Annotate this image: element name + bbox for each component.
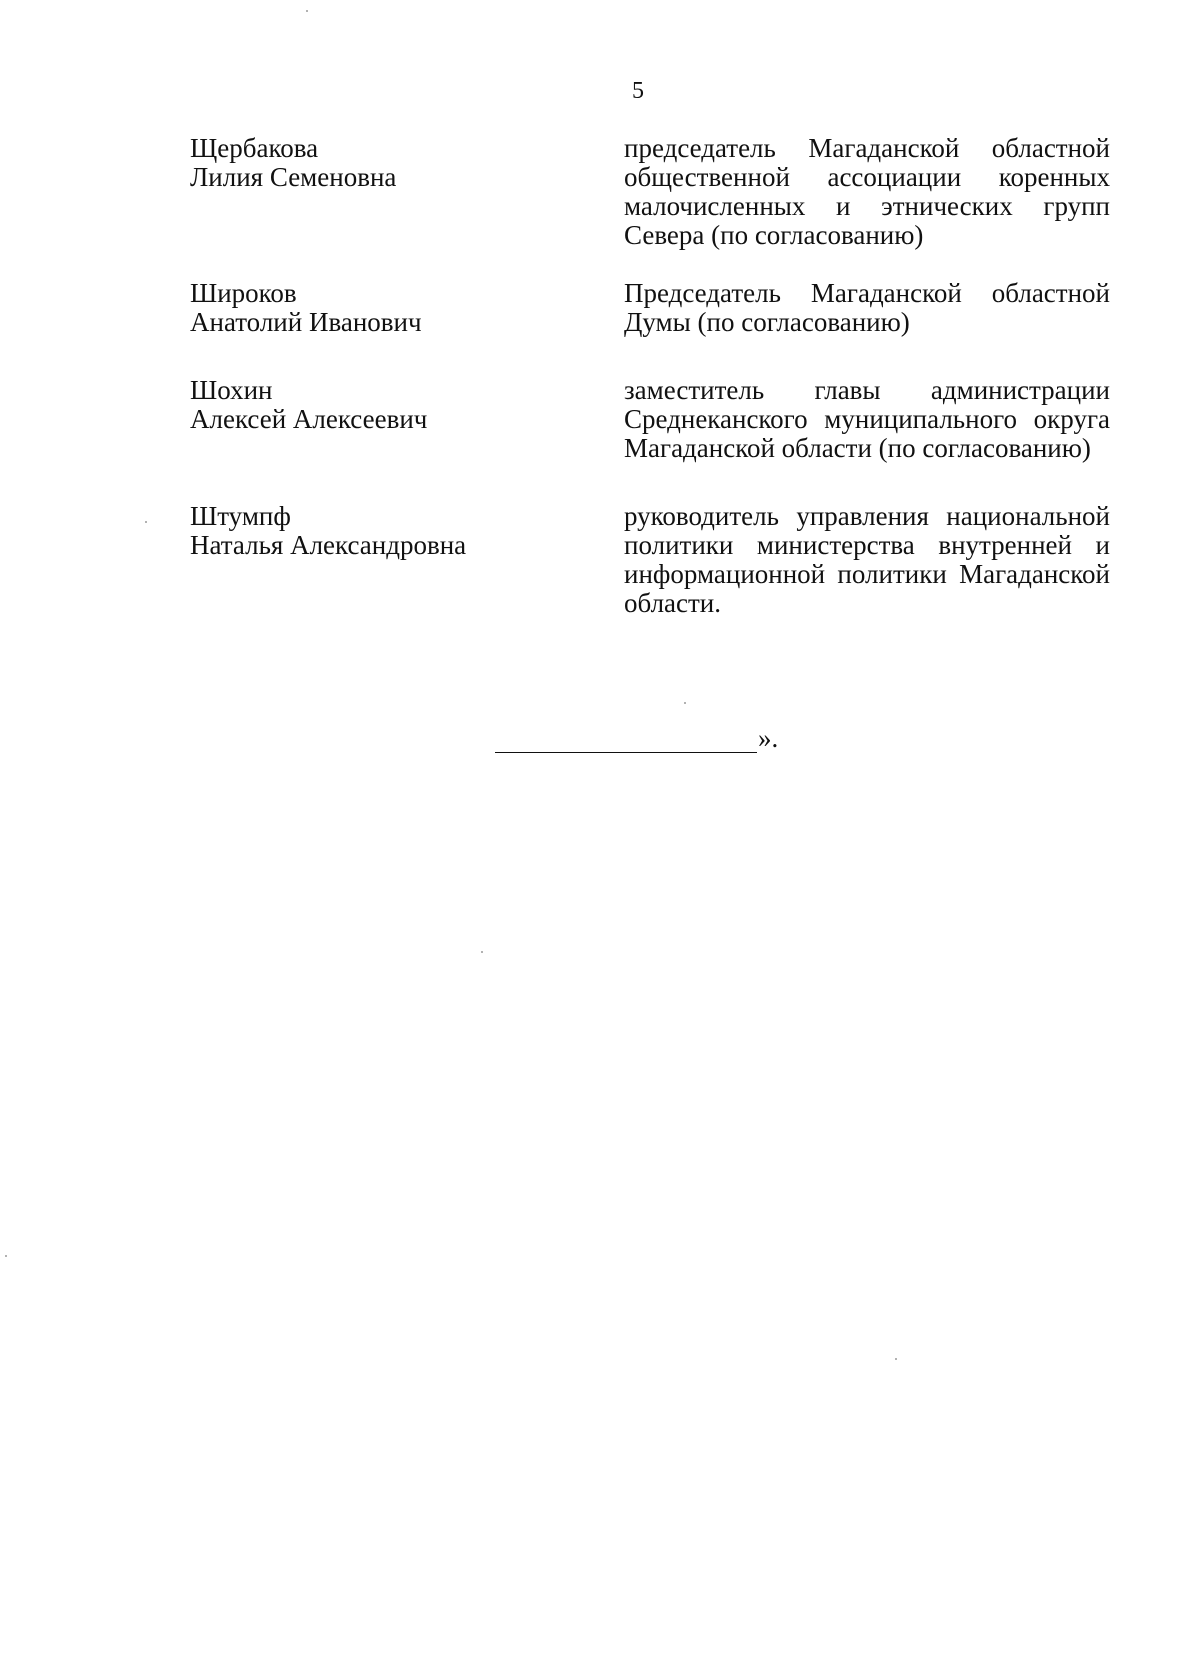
member-position: руководитель управления национальной политики министерства внутренней и информационной политики Магаданской области. (624, 501, 1110, 618)
member-entry (190, 376, 1110, 463)
member-entry (190, 279, 1110, 337)
closing-line (495, 724, 778, 753)
scan-speck (5, 1255, 7, 1257)
member-entry (190, 502, 1110, 618)
member-given-names: Алексей Алексеевич (190, 404, 428, 434)
scan-speck (306, 10, 308, 12)
member-surname: Штумпф (190, 501, 291, 531)
scan-speck (481, 951, 483, 953)
separator-rule (495, 728, 757, 753)
member-name (190, 279, 570, 337)
member-position: председатель Магаданской областной общественной ассоциации коренных малочисленных и этнических групп Севера (по согласованию) (624, 133, 1110, 250)
member-surname: Щербакова (190, 133, 319, 163)
member-entry (190, 134, 1110, 250)
member-position: заместитель главы администрации Среднеканского муниципального округа Магаданской области (по согласованию) (624, 375, 1110, 463)
member-name (190, 376, 570, 434)
member-surname: Широков (190, 278, 297, 308)
scan-speck (145, 521, 147, 523)
scan-speck (895, 1358, 897, 1360)
member-list (190, 134, 1110, 618)
member-name (190, 134, 570, 192)
member-given-names: Лилия Семеновна (190, 162, 397, 192)
member-name (190, 502, 570, 560)
scan-speck (684, 702, 686, 704)
member-given-names: Наталья Александровна (190, 530, 467, 560)
member-surname: Шохин (190, 375, 273, 405)
closing-quote-mark: ». (758, 723, 779, 753)
page-number: 5 (632, 78, 644, 104)
member-position: Председатель Магаданской областной Думы (по согласованию) (624, 278, 1110, 337)
member-given-names: Анатолий Иванович (190, 307, 422, 337)
